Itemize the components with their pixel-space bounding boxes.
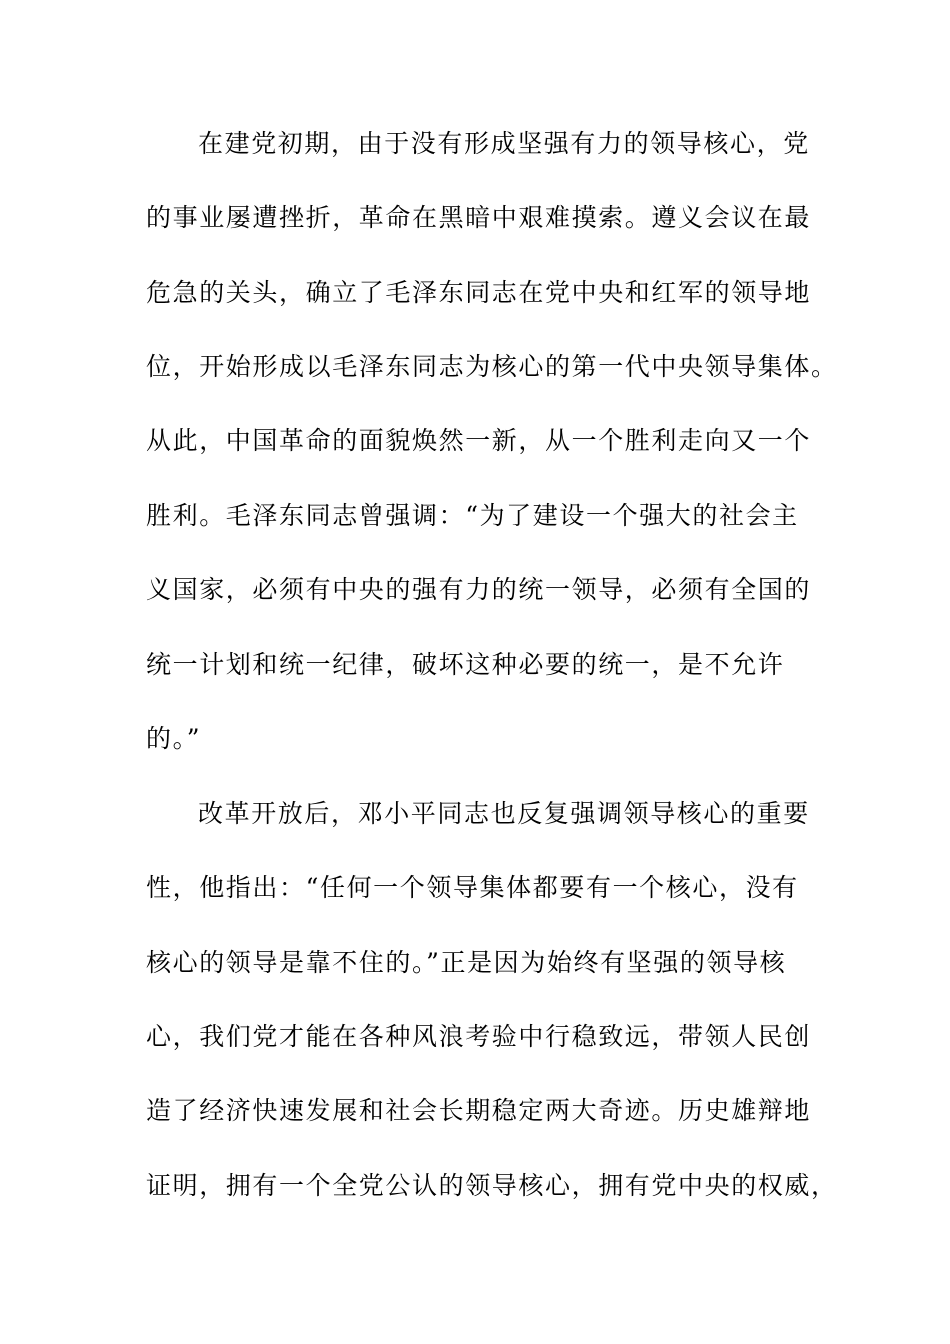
text-line: 危急的关头，确立了毛泽东同志在党中央和红军的领导地 [146, 278, 812, 307]
text-line: 胜利。毛泽东同志曾强调：“为了建设一个强大的社会主 [146, 501, 799, 530]
text-line: 的事业屡遭挫折，革命在黑暗中艰难摸索。遵义会议在最 [146, 203, 812, 232]
text-line: 统一计划和统一纪律，破坏这种必要的统一，是不允许 [146, 650, 785, 679]
text-line: 核心的领导是靠不住的。”正是因为始终有坚强的领导核 [146, 948, 787, 977]
text-line: 心，我们党才能在各种风浪考验中行稳致远，带领人民创 [146, 1022, 812, 1051]
text-line: 的。” [146, 724, 202, 753]
text-line: 在建党初期，由于没有形成坚强有力的领导核心，党 [198, 129, 810, 158]
text-line: 位，开始形成以毛泽东同志为核心的第一代中央领导集体。 [146, 352, 838, 381]
text-line: 证明，拥有一个全党公认的领导核心，拥有党中央的权威， [146, 1171, 838, 1200]
text-line: 义国家，必须有中央的强有力的统一领导，必须有全国的 [146, 575, 812, 604]
text-line: 性，他指出：“任何一个领导集体都要有一个核心，没有 [146, 873, 799, 902]
text-line: 从此，中国革命的面貌焕然一新，从一个胜利走向又一个 [146, 426, 812, 455]
text-line: 改革开放后，邓小平同志也反复强调领导核心的重要 [198, 799, 810, 828]
text-line: 造了经济快速发展和社会长期稳定两大奇迹。历史雄辩地 [146, 1096, 812, 1125]
